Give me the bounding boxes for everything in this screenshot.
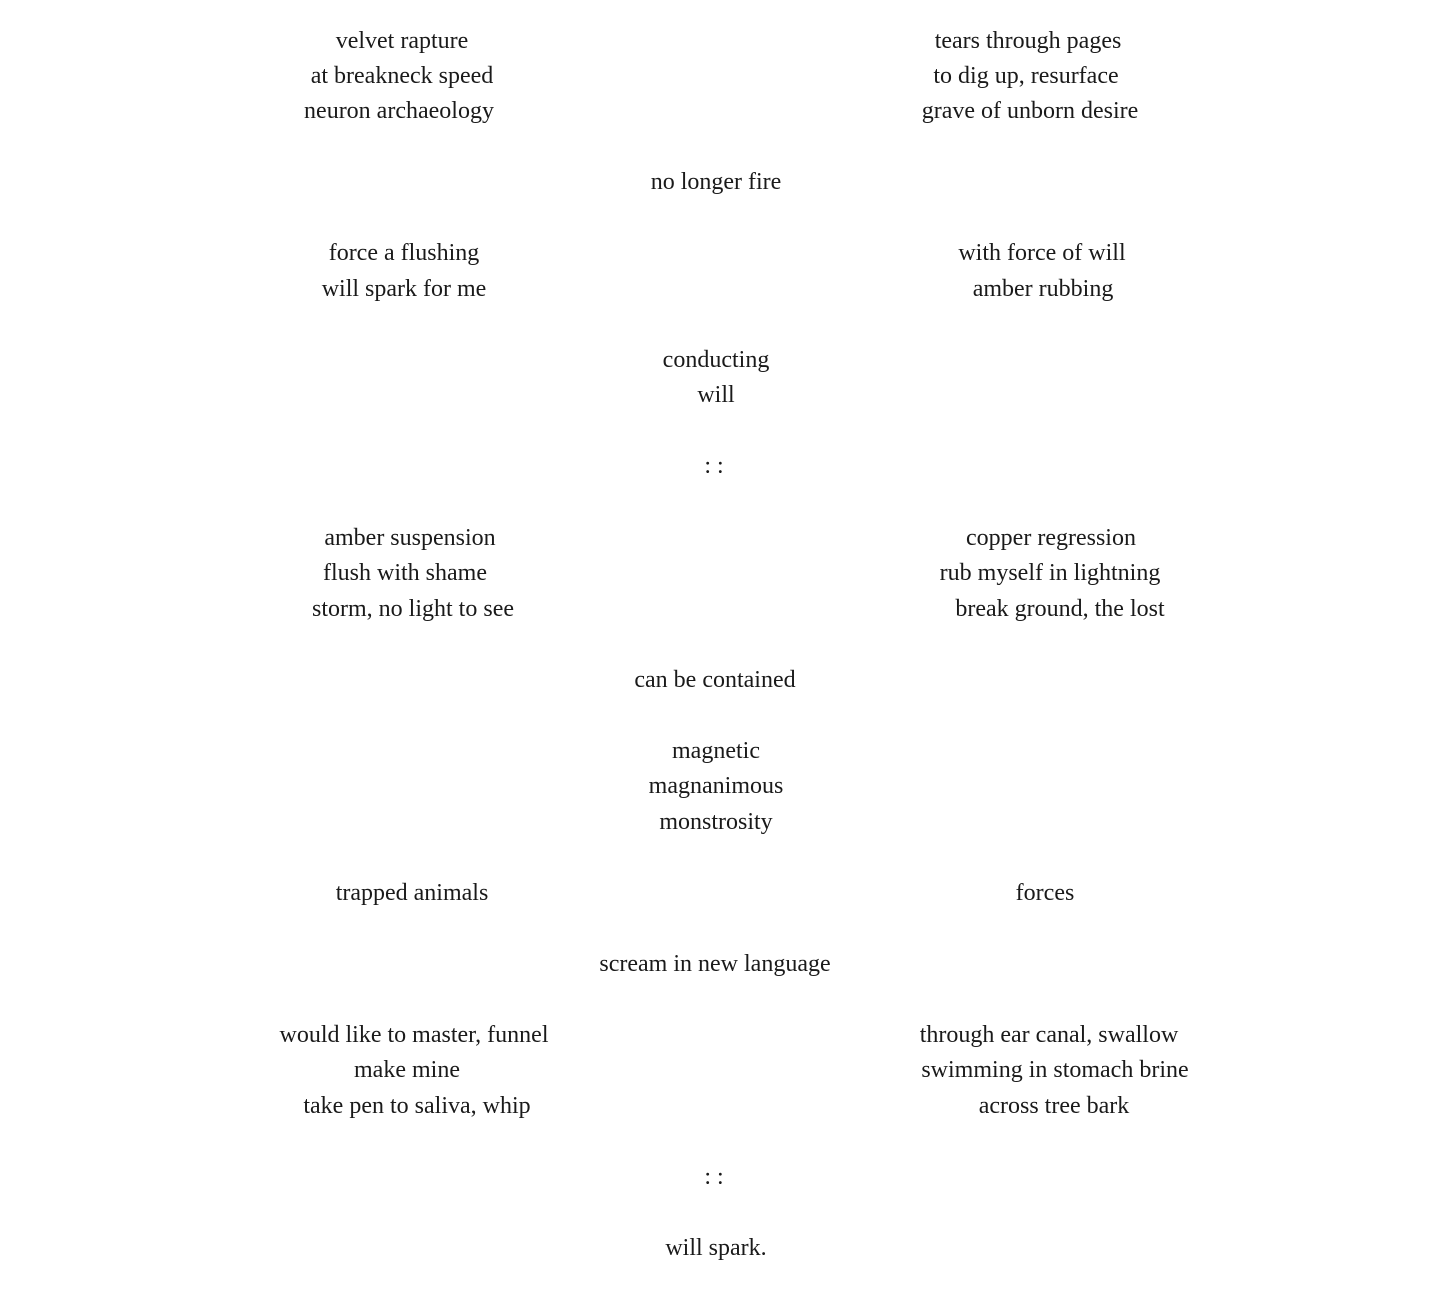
poem-line: amber suspension xyxy=(324,525,496,551)
poem-line: magnetic xyxy=(672,738,760,764)
poem-line: will xyxy=(697,382,735,408)
poem-line: scream in new language xyxy=(599,951,831,977)
poem-line: will spark for me xyxy=(321,276,487,302)
poem-line: forces xyxy=(1015,880,1075,906)
poem-line: monstrosity xyxy=(659,809,773,835)
poem-line: : : xyxy=(704,453,724,479)
poem-line: tears through pages xyxy=(934,28,1122,54)
poem-line: to dig up, resurface xyxy=(933,63,1119,89)
poem-line: rub myself in lightning xyxy=(939,560,1161,586)
poem-line: grave of unborn desire xyxy=(921,98,1139,124)
poem-line: make mine xyxy=(354,1057,460,1083)
poem-line: storm, no light to see xyxy=(312,596,514,622)
poem-line: can be contained xyxy=(634,667,796,693)
poem-line: with force of will xyxy=(958,240,1126,266)
poem-line: trapped animals xyxy=(335,880,489,906)
poem-line: across tree bark xyxy=(978,1093,1130,1119)
poem-line: copper regression xyxy=(966,525,1136,551)
poem-line: flush with shame xyxy=(323,560,487,586)
poem-line: amber rubbing xyxy=(972,276,1114,302)
poem-line: magnanimous xyxy=(648,773,784,799)
poem-line: take pen to saliva, whip xyxy=(303,1093,531,1119)
poem-line: would like to master, funnel xyxy=(279,1022,549,1048)
poem-line: : : xyxy=(704,1164,724,1190)
poem-line: no longer fire xyxy=(650,169,782,195)
poem-line: conducting xyxy=(662,347,770,373)
poem-line: force a flushing xyxy=(328,240,480,266)
poem-line: at breakneck speed xyxy=(310,63,494,89)
poem-line: break ground, the lost xyxy=(955,596,1165,622)
poem-line: through ear canal, swallow xyxy=(919,1022,1179,1048)
poem-line: neuron archaeology xyxy=(304,98,494,124)
poem-line: velvet rapture xyxy=(335,28,469,54)
poem-line: will spark. xyxy=(665,1235,767,1261)
poem-line: swimming in stomach brine xyxy=(921,1057,1189,1083)
